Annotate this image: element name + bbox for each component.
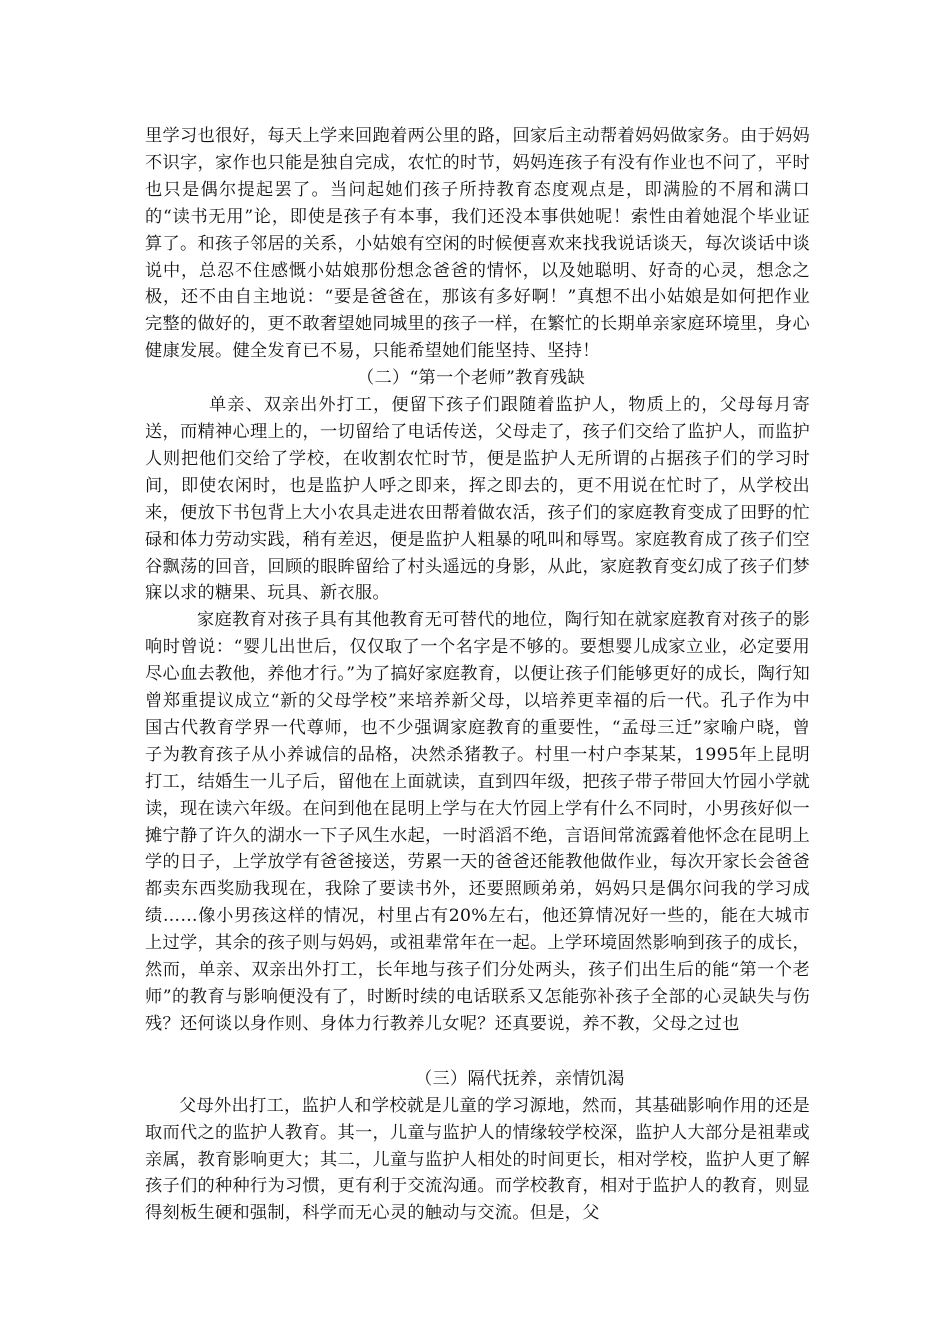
document-page	[145, 123, 810, 1227]
body-paragraph: 家庭教育对孩子具有其他教育无可替代的地位，陶行知在就家庭教育对孩子的影响时曾说：“婴儿出世后，仅仅取了一个名字是不够的。要想婴儿成家立业，必定要用尽心血去教他，养他才行。”为了搞好家庭教育，以便让孩子们能够更好的成长，陶行知曾郑重提议成立“新的父母学校”来培养新父母，以培养更幸福的后一代。孔子作为中国古代教育学界一代尊师，也不少强调家庭教育的重要性，“孟母三迁”家喻户晓，曾子为教育孩子从小养诚信的品格，决然杀猪教子。村里一村户李某某，1995年上昆明打工，结婚生一儿子后，留他在上面就读，直到四年级，把孩子带子带回大竹园小学就读，现在读六年级。在问到他在昆明上学与在大竹园上学有什么不同时，小男孩好似一摊宁静了许久的湖水一下子风生水起，一时滔滔不绝，言语间常流露着他怀念在昆明上学的日子，上学放学有爸爸接送，劳累一天的爸爸还能教他做作业，每次开家长会爸爸都卖东西奖励我现在，我除了要读书外，还要照顾弟弟，妈妈只是偶尔问我的学习成绩……像小男孩这样的情况，村里占有20%左右，他还算情况好一些的，能在大城市上过学，其余的孩子则与妈妈，或祖辈常年在一起。上学环境固然影响到孩子的成长，然而，单亲、双亲出外打工，长年地与孩子们分处两头，孩子们出生后的能“第一个老师”的教育与影响便没有了，时断时续的电话联系又怎能弥补孩子全部的心灵缺失与伤残？还何谈以身作则、身体力行教养儿女呢？还真要说，养不教，父母之过也	[145, 610, 811, 1034]
body-paragraph: 父母外出打工，监护人和学校就是儿童的学习源地，然而，其基础影响作用的还是取而代之的监护人教育。其一，儿童与监护人的情缘较学校深，监护人大部分是祖辈或亲属，教育影响更大；其二，儿童与监护人相处的时间更长，相对学校，监护人更了解孩子们的种种行为习惯，更有利于交流沟通。而学校教育，相对于监护人的教育，则显得刻板生硬和强制，科学而无心灵的触动与交流。但是，父	[145, 1095, 810, 1224]
blank-line	[145, 1038, 810, 1066]
section-heading: （二）“第一个老师”教育残缺	[357, 368, 586, 389]
section-heading: （三）隔代抚养，亲情饥渴	[415, 1068, 625, 1089]
body-paragraph: 里学习也很好，每天上学来回跑着两公里的路，回家后主动帮着妈妈做家务。由于妈妈不识字，家作也只能是独自完成，农忙的时节，妈妈连孩子有没有作业也不问了，平时也只是偶尔提起罢了。当问起她们孩子所持教育态度观点是，即满脸的不屑和满口的“读书无用”论，即使是孩子有本事，我们还没本事供她呢！索性由着她混个毕业证算了。和孩子邻居的关系，小姑娘有空闲的时候便喜欢来找我说话谈天，每次谈话中谈说中，总忍不住感慨小姑娘那份想念爸爸的情怀，以及她聪明、好奇的心灵，想念之极，还不由自主地说：“要是爸爸在，那该有多好啊！”真想不出小姑娘是如何把作业完整的做好的，更不敢奢望她同城里的孩子一样，在繁忙的长期单亲家庭环境里，身心健康发展。健全发育已不易，只能希望她们能坚持、坚持！	[145, 126, 810, 362]
body-paragraph: 单亲、双亲出外打工，便留下孩子们跟随着监护人，物质上的，父母每月寄送，而精神心理上的，一切留给了电话传送，父母走了，孩子们交给了监护人，而监护人则把他们交给了学校，在收割农忙时节，便是监护人无所谓的占据孩子们的学习时间，即使农闲时，也是监护人呼之即来，挥之即去的，更不用说在忙时了，从学校出来，便放下书包背上大小农具走进农田帮着做农活，孩子们的家庭教育变成了田野的忙碌和体力劳动实践，稍有差迟，便是监护人粗暴的吼叫和辱骂。家庭教育成了孩子们空谷飘荡的回音，回顾的眼眸留给了村头遥远的身影，从此，家庭教育变幻成了孩子们梦寐以求的糖果、玩具、新衣服。	[145, 395, 810, 604]
